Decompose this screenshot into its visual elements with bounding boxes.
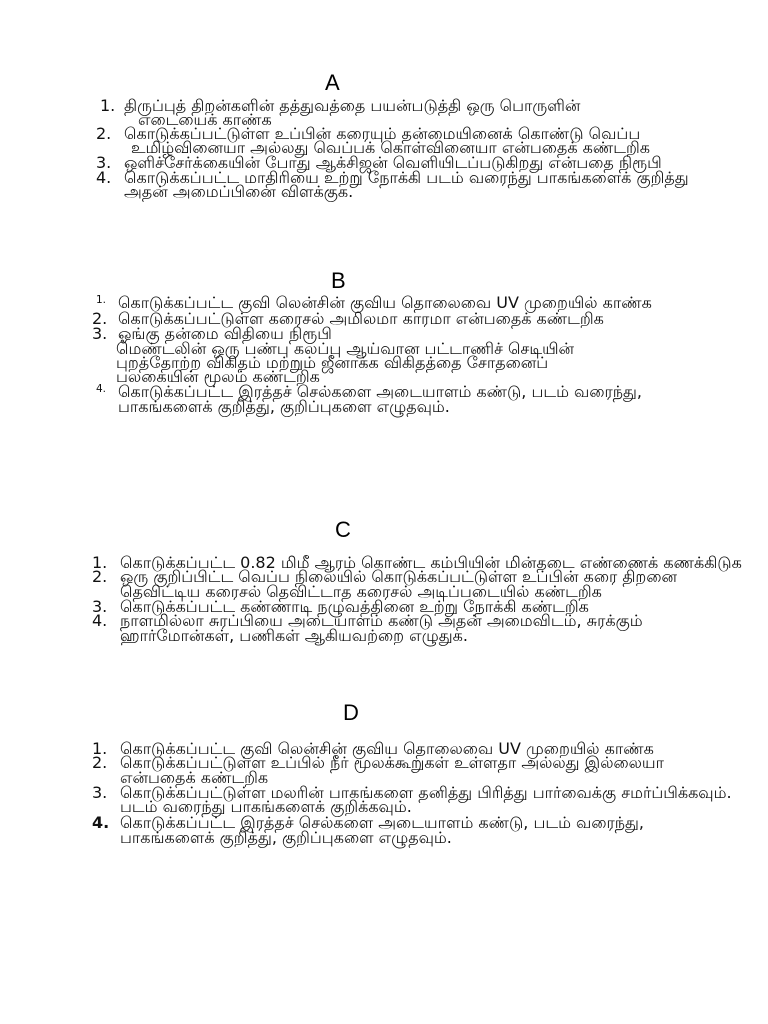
item-text: பலகையின் மூலம் கண்டறிக (116, 367, 320, 386)
item-number: 3. (92, 783, 108, 802)
item-text: கொடுக்கப்பட்ட குவி லென்சின் குவிய தொலைவை UV முறையில் காண்க (118, 293, 652, 312)
item-text: புறத்தோற்ற விகிதம் மற்றும் ஜீனாக்க விகிதத்தை சோதனைப் (116, 353, 549, 372)
item-text: ஒரு குறிப்பிட்ட வெப்ப நிலையில் கொடுக்கப்பட்டுள்ள உப்பின் கரை திறனை (120, 567, 677, 586)
item-number: 2. (96, 124, 112, 143)
item-text: நாளமில்லா சுரப்பியை அடையாளம் கண்டு அதன் அமைவிடம், சுரக்கும் (120, 611, 643, 630)
item-text: கொடுக்கப்பட்ட 0.82 மிமீ ஆரம் கொண்ட கம்பியின் மின்தடை எண்ணைக் கணக்கிடுக (120, 553, 742, 572)
item-text: கொடுக்கப்பட்டுள்ள உப்பின் கரையும் தன்மையினைக் கொண்டு வெப்ப (124, 124, 641, 143)
item-text: கொடுக்கப்பட்ட மாதிரியை உற்று நோக்கி படம் வரைந்து பாகங்களைக் குறித்து (124, 168, 689, 187)
item-number: 1. (92, 553, 108, 572)
item-number: 1. (92, 739, 108, 758)
item-text: அதன் அமைப்பினை விளக்குக. (124, 182, 354, 201)
item-text: தெவிட்டிய கரைசல் தெவிட்டாத கரைசல் அடிப்படையில் கண்டறிக (120, 582, 602, 601)
item-number: 3. (92, 324, 108, 343)
item-text: கொடுக்கப்பட்டுள்ள கரைசல் அமிலமா காரமா என்பதைக் கண்டறிக (118, 309, 604, 328)
item-text: பாகங்களைக் குறித்து, குறிப்புகளை எழுதவும். (118, 397, 450, 416)
item-text: கொடுக்கப்பட்ட கண்ணாடி நழுவத்தினை உற்று நோக்கி கண்டறிக (120, 597, 589, 616)
item-number: 4. (92, 813, 110, 832)
item-text: கொடுக்கப்பட்ட குவி லென்சின் குவிய தொலைவை UV முறையில் காண்க (120, 739, 654, 758)
item-number: 4. (95, 383, 106, 395)
item-text: ஓங்கு தன்மை விதியை நிரூபி (118, 324, 332, 343)
item-text: கொடுக்கப்பட்ட இரத்தச் செல்களை அடையாளம் கண்டு, படம் வரைந்து, (120, 813, 644, 832)
item-number: 1. (95, 294, 106, 306)
item-number: 4. (92, 611, 108, 630)
section-d-title: D (343, 700, 359, 725)
item-text: ஹார்மோன்கள், பணிகள் ஆகியவற்றை எழுதுக. (120, 626, 468, 645)
item-text: படம் வரைந்து பாகங்களைக் குறிக்கவும். (120, 797, 412, 816)
item-text: உமிழ்வினையா அல்லது வெப்பக் கொள்வினையா என்பதைக் கண்டறிக (131, 138, 650, 157)
item-text: என்பதைக் கண்டறிக (120, 768, 269, 787)
item-text: கொடுக்கப்பட்ட இரத்தச் செல்களை அடையாளம் கண்டு, படம் வரைந்து, (118, 382, 642, 401)
item-number: 3. (92, 597, 108, 616)
item-number: 2. (92, 309, 108, 328)
section-c-title: C (335, 517, 351, 542)
item-text: மெண்டலின் ஒரு பண்பு கலப்பு ஆய்வான பட்டாணிச் செடியின் (116, 339, 574, 358)
section-a-title: A (325, 70, 340, 95)
item-number: 4. (96, 168, 112, 187)
item-text: ஒளிச்சேர்க்கையின் போது ஆக்சிஜன் வெளியிடப்படுகிறது என்பதை நிரூபி (124, 153, 662, 172)
item-text: எடையைக் காண்க (138, 110, 272, 129)
item-text: பாகங்களைக் குறித்து, குறிப்புகளை எழுதவும். (120, 828, 452, 847)
item-number: 2. (92, 567, 108, 586)
item-number: 2. (92, 753, 108, 772)
item-number: 1. (100, 96, 116, 115)
section-b-title: B (331, 268, 346, 293)
item-number: 3. (96, 153, 112, 172)
item-text: திருப்புத் திறன்களின் தத்துவத்தை பயன்படுத்தி ஒரு பொருளின் (124, 96, 581, 115)
item-text: கொடுக்கப்பட்டுள்ள உப்பில் நீர் மூலக்கூறுகள் உள்ளதா அல்லது இல்லையா (120, 753, 664, 772)
item-text: கொடுக்கப்பட்டுள்ள மலரின் பாகங்களை தனித்து பிரித்து பார்வைக்கு சமர்ப்பிக்கவும். (120, 783, 732, 802)
